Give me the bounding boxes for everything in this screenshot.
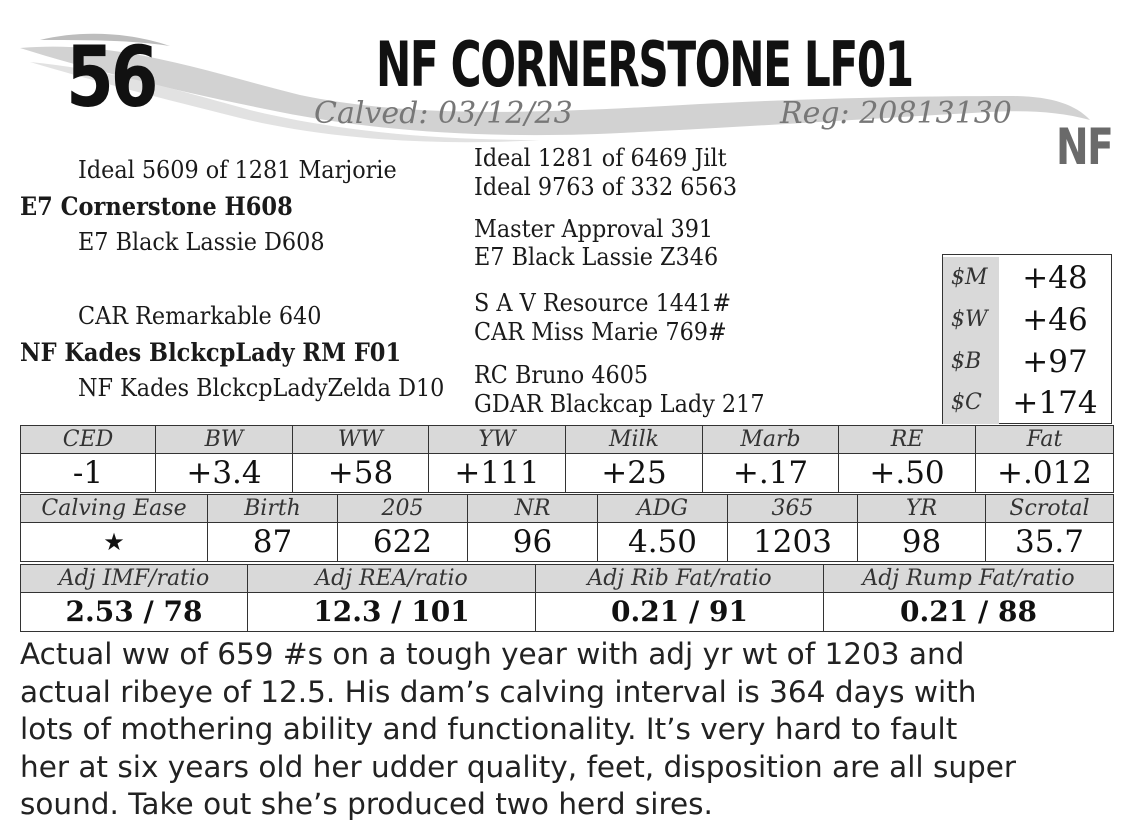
performance-header: YR: [858, 495, 986, 523]
performance-value: 35.7: [986, 523, 1114, 562]
epd-header: WW: [293, 426, 429, 454]
animal-name: NF CORNERSTONE LF01: [376, 28, 913, 101]
index-label-c: $C: [943, 382, 999, 424]
pedigree-dam-sire: CAR Remarkable 640: [78, 302, 322, 330]
pedigree-g3-8: GDAR Blackcap Lady 217: [474, 390, 765, 418]
index-label-m: $M: [943, 257, 999, 299]
description-line: actual ribeye of 12.5. His dam’s calving interval is 364 days with: [20, 674, 977, 709]
epd-header: Fat: [976, 426, 1114, 454]
ultrasound-header: Adj Rump Fat/ratio: [824, 565, 1114, 593]
performance-value: 4.50: [598, 523, 728, 562]
ultrasound-value: 0.21 / 91: [536, 593, 824, 632]
performance-header: Birth: [208, 495, 338, 523]
epd-value: +.17: [703, 454, 839, 493]
pedigree-g3-6: CAR Miss Marie 769#: [474, 318, 727, 346]
index-label-b: $B: [943, 341, 999, 383]
pedigree-g3-5: S A V Resource 1441#: [474, 289, 732, 317]
epd-table: [20, 425, 1114, 493]
index-value-m: +48: [1022, 260, 1088, 296]
performance-header: Calving Ease: [21, 495, 208, 523]
performance-value: 96: [468, 523, 598, 562]
epd-header: YW: [429, 426, 566, 454]
performance-value: 1203: [728, 523, 858, 562]
performance-value: 98: [858, 523, 986, 562]
ultrasound-value: 0.21 / 88: [824, 593, 1114, 632]
description: [20, 636, 1120, 824]
pedigree-sire-dam: E7 Black Lassie D608: [78, 228, 325, 256]
performance-table: [20, 494, 1114, 562]
description-line: her at six years old her udder quality, feet, disposition are all super: [20, 749, 1017, 784]
epd-value: +.50: [839, 454, 976, 493]
lot-number: 56: [66, 28, 156, 126]
epd-header: BW: [156, 426, 293, 454]
epd-header: Milk: [566, 426, 703, 454]
performance-header: 365: [728, 495, 858, 523]
pedigree-g3-4: E7 Black Lassie Z346: [474, 243, 719, 271]
pedigree-dam: NF Kades BlckcpLady RM F01: [20, 338, 402, 367]
index-value-w: +46: [1022, 302, 1088, 338]
ultrasound-table: [20, 564, 1114, 632]
performance-value: 622: [338, 523, 468, 562]
epd-value: -1: [21, 454, 156, 493]
epd-header: Marb: [703, 426, 839, 454]
description-line: lots of mothering ability and functionality. It’s very hard to fault: [20, 712, 958, 746]
epd-value: +3.4: [156, 454, 293, 493]
calving-ease-star-icon: ★: [21, 523, 208, 562]
performance-header: ADG: [598, 495, 728, 523]
description-line: Actual ww of 659 #s on a tough year with adj yr wt of 1203 and: [20, 637, 965, 671]
description-line: sound. Take out she’s produced two herd sires.: [20, 787, 713, 821]
epd-header: RE: [839, 426, 976, 454]
epd-value: +.012: [976, 454, 1114, 493]
pedigree-sire-sire: Ideal 5609 of 1281 Marjorie: [78, 156, 397, 184]
pedigree-g3-3: Master Approval 391: [474, 215, 714, 243]
performance-header: Scrotal: [986, 495, 1114, 523]
pedigree-g3-1: Ideal 1281 of 6469 Jilt: [474, 144, 727, 172]
pedigree-g3-2: Ideal 9763 of 332 6563: [474, 173, 738, 201]
ultrasound-header: Adj IMF/ratio: [21, 565, 248, 593]
epd-value: +58: [293, 454, 429, 493]
index-label-w: $W: [943, 299, 999, 341]
ultrasound-value: 2.53 / 78: [21, 593, 248, 632]
performance-header: 205: [338, 495, 468, 523]
dollar-index-box: [942, 254, 1112, 424]
performance-header: NR: [468, 495, 598, 523]
pedigree-sire: E7 Cornerstone H608: [20, 192, 293, 221]
index-value-b: +97: [1022, 344, 1088, 380]
epd-header: CED: [21, 426, 156, 454]
ultrasound-value: 12.3 / 101: [248, 593, 536, 632]
epd-value: +25: [566, 454, 703, 493]
calved-date: Calved: 03/12/23: [314, 96, 573, 131]
registration-number: Reg: 20813130: [780, 96, 1012, 131]
farm-logo: NF: [1056, 118, 1113, 176]
performance-value: 87: [208, 523, 338, 562]
ultrasound-header: Adj REA/ratio: [248, 565, 536, 593]
ultrasound-header: Adj Rib Fat/ratio: [536, 565, 824, 593]
index-value-c: +174: [1012, 385, 1098, 421]
pedigree-g3-7: RC Bruno 4605: [474, 361, 649, 389]
epd-value: +111: [429, 454, 566, 493]
pedigree-dam-dam: NF Kades BlckcpLadyZelda D10: [78, 374, 445, 402]
